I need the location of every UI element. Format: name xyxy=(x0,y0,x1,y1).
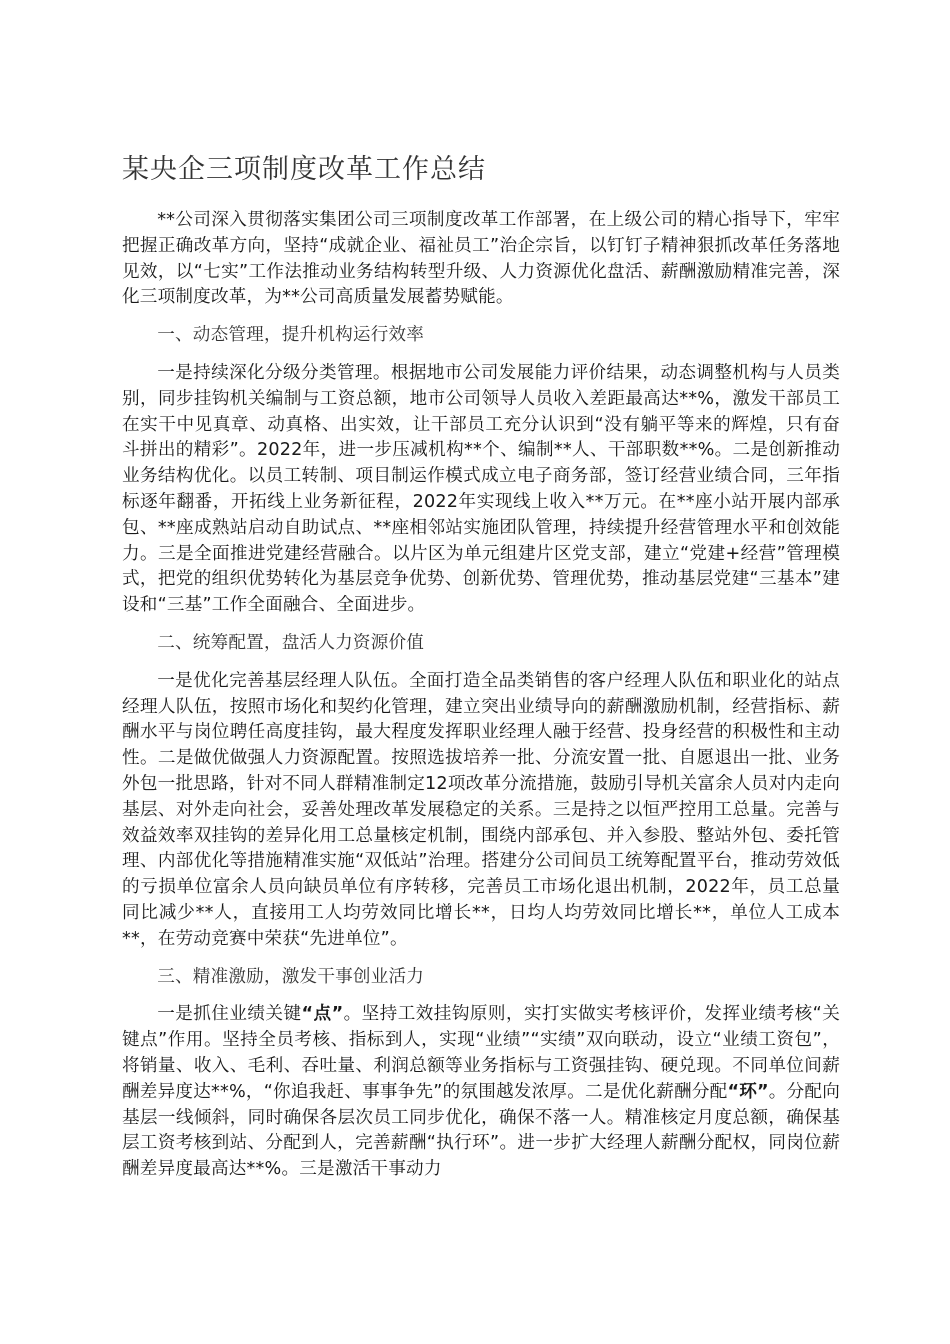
section-2-paragraph: 一是优化完善基层经理人队伍。全面打造全品类销售的客户经理人队伍和职业化的站点经理人队伍，按照市场化和契约化管理，建立突出业绩导向的薪酬激励机制，经营指标、薪酬水平与岗位聘任高度挂钩，最大程度发挥职业经理人融于经营、投身经营的积极性和主动性。二是做优做强人力资源配置。按照选拔培养一批、分流安置一批、自愿退出一批、业务外包一批思路，针对不同人群精准制定12项改革分流措施，鼓励引导机关富余人员对内走向基层、对外走向社会，妥善处理改革发展稳定的关系。三是持之以恒严控用工总量。完善与效益效率双挂钩的差异化用工总量核定机制，围绕内部承包、并入参股、整站外包、委托管理、内部优化等措施精准实施“双低站”治理。搭建分公司间员工统筹配置平台，推动劳效低的亏损单位富余人员向缺员单位有序转移，完善员工市场化退出机制，2022年，员工总量同比减少**人，直接用工人均劳效同比增长**，日均人均劳效同比增长**，单位人工成本**，在劳动竞赛中荣获“先进单位”。 xyxy=(122,670,840,949)
section-3-heading: 三、精准激励，激发干事创业活力 xyxy=(157,966,425,987)
document-title: 某央企三项制度改革工作总结 xyxy=(122,154,486,185)
section-1-heading: 一、动态管理，提升机构运行效率 xyxy=(157,325,425,346)
intro-paragraph: **公司深入贯彻落实集团公司三项制度改革工作部署，在上级公司的精心指导下，牢牢把握正确改革方向，坚持“成就企业、福祉员工”治企宗旨，以钉钉子精神狠抓改革任务落地见效，以“七实”工作法推动业务结构转型升级、人力资源优化盘活、薪酬激励精准完善，深化三项制度改革，为**公司高质量发展蓄势赋能。 xyxy=(122,210,840,308)
document-body xyxy=(122,208,840,1183)
section-2-heading: 二、统筹配置，盘活人力资源价值 xyxy=(157,632,425,653)
section-3-bold-point: “点” xyxy=(301,1004,344,1025)
section-3-paragraph xyxy=(122,1002,840,1183)
section-3-text-3: 。分配向基层一线倾斜，同时确保各层次员工同步优化，确保不落一人。精准核定月度总额，确保基层工资考核到站、分配到人，完善薪酬“执行环”。进一步扩大经理人薪酬分配权，同岗位薪酬差异度最高达**%。三是激活干事动力 xyxy=(122,1081,840,1180)
section-1-paragraph: 一是持续深化分级分类管理。根据地市公司发展能力评价结果，动态调整机构与人员类别，同步挂钩机关编制与工资总额，地市公司领导人员收入差距最高达**%，激发干部员工在实干中见真章、动真格、出实效，让干部员工充分认识到“没有躺平等来的辉煌，只有奋斗拼出的精彩”。2022年，进一步压减机构**个、编制**人、干部职数**%。二是创新推动业务结构优化。以员工转制、项目制运作模式成立电子商务部，签订经营业绩合同，三年指标逐年翻番，开拓线上业务新征程，2022年实现线上收入**万元。在**座小站开展内部承包、**座成熟站启动自助试点、**座相邻站实施团队管理，持续提升经营管理水平和创效能力。三是全面推进党建经营融合。以片区为单元组建片区党支部，建立“党建+经营”管理模式，把党的组织优势转化为基层竞争优势、创新优势、管理优势，推动基层党建“三基本”建设和“三基”工作全面融合、全面进步。 xyxy=(122,362,840,616)
section-3-text-2: 。坚持工效挂钩原则，实打实做实考核评价，发挥业绩考核“关键点”作用。坚持全员考核、指标到人，实现“业绩”“实绩”双向联动，设立“业绩工资包”，将销量、收入、毛利、吞吐量、利润总额等业务指标与工资强挂钩、硬兑现。不同单位间薪酬差异度达**%，“你追我赶、事事争先”的氛围越发浓厚。二是优化薪酬分配 xyxy=(122,1004,841,1102)
section-3-text-1: 一是抓住业绩关键 xyxy=(157,1004,302,1025)
section-3-bold-ring: “环” xyxy=(727,1081,769,1102)
